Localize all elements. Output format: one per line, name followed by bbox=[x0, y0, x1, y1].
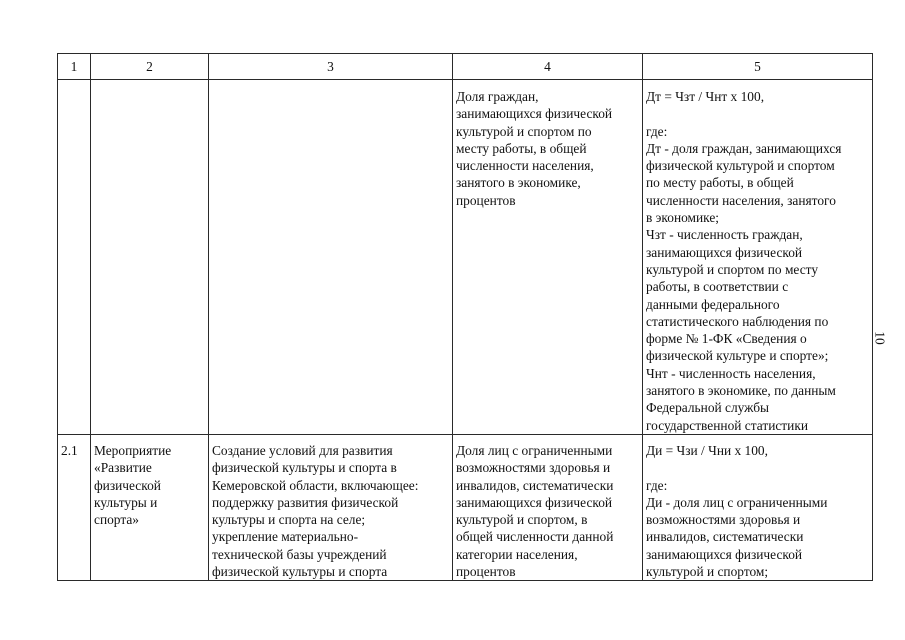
row-number-cell: 2.1 bbox=[58, 435, 91, 581]
indicator-name-cell: Доля граждан, занимающихся физической культурой и спортом по месту работы, в общей численности населения, занятого в экономике, процентов bbox=[453, 80, 643, 435]
activity-description-cell: Создание условий для развития физической культуры и спорта в Кемеровской области, включающее: поддержку развития физической культуры и спорта на селе; укрепление материально- технической базы учреждений физической культуры и спорта bbox=[209, 435, 453, 581]
header-col-4: 4 bbox=[453, 54, 643, 80]
activity-name-cell bbox=[91, 80, 209, 435]
program-indicators-table bbox=[57, 53, 873, 581]
table-row bbox=[58, 435, 873, 581]
header-row bbox=[58, 54, 873, 80]
indicator-formula-cell: Ди = Чзи / Чни х 100, где: Ди - доля лиц с ограниченными возможностями здоровья и инвалидов, систематически занимающихся физической культурой и спортом; bbox=[643, 435, 873, 581]
row-number-cell bbox=[58, 80, 91, 435]
header-col-3: 3 bbox=[209, 54, 453, 80]
indicator-formula-cell: Дт = Чзт / Чнт х 100, где: Дт - доля граждан, занимающихся физической культурой и спортом по месту работы, в общей численности населения, занятого в экономике; Чзт - численность граждан, занимающихся физической культурой и спортом по месту работы, в соответствии с данными федерального статистического наблюдения по форме № 1-ФК «Сведения о физической культуре и спорте»; Чнт - численность населения, занятого в экономике, по данным Федеральной службы государственной статистики bbox=[643, 80, 873, 435]
header-col-1: 1 bbox=[58, 54, 91, 80]
header-col-5: 5 bbox=[643, 54, 873, 80]
activity-name-cell: Мероприятие «Развитие физической культуры и спорта» bbox=[91, 435, 209, 581]
table-row bbox=[58, 80, 873, 435]
header-col-2: 2 bbox=[91, 54, 209, 80]
activity-description-cell bbox=[209, 80, 453, 435]
page-number: 10 bbox=[872, 331, 888, 345]
indicator-name-cell: Доля лиц с ограниченными возможностями здоровья и инвалидов, систематически занимающихся физической культурой и спортом, в общей численности данной категории населения, процентов bbox=[453, 435, 643, 581]
